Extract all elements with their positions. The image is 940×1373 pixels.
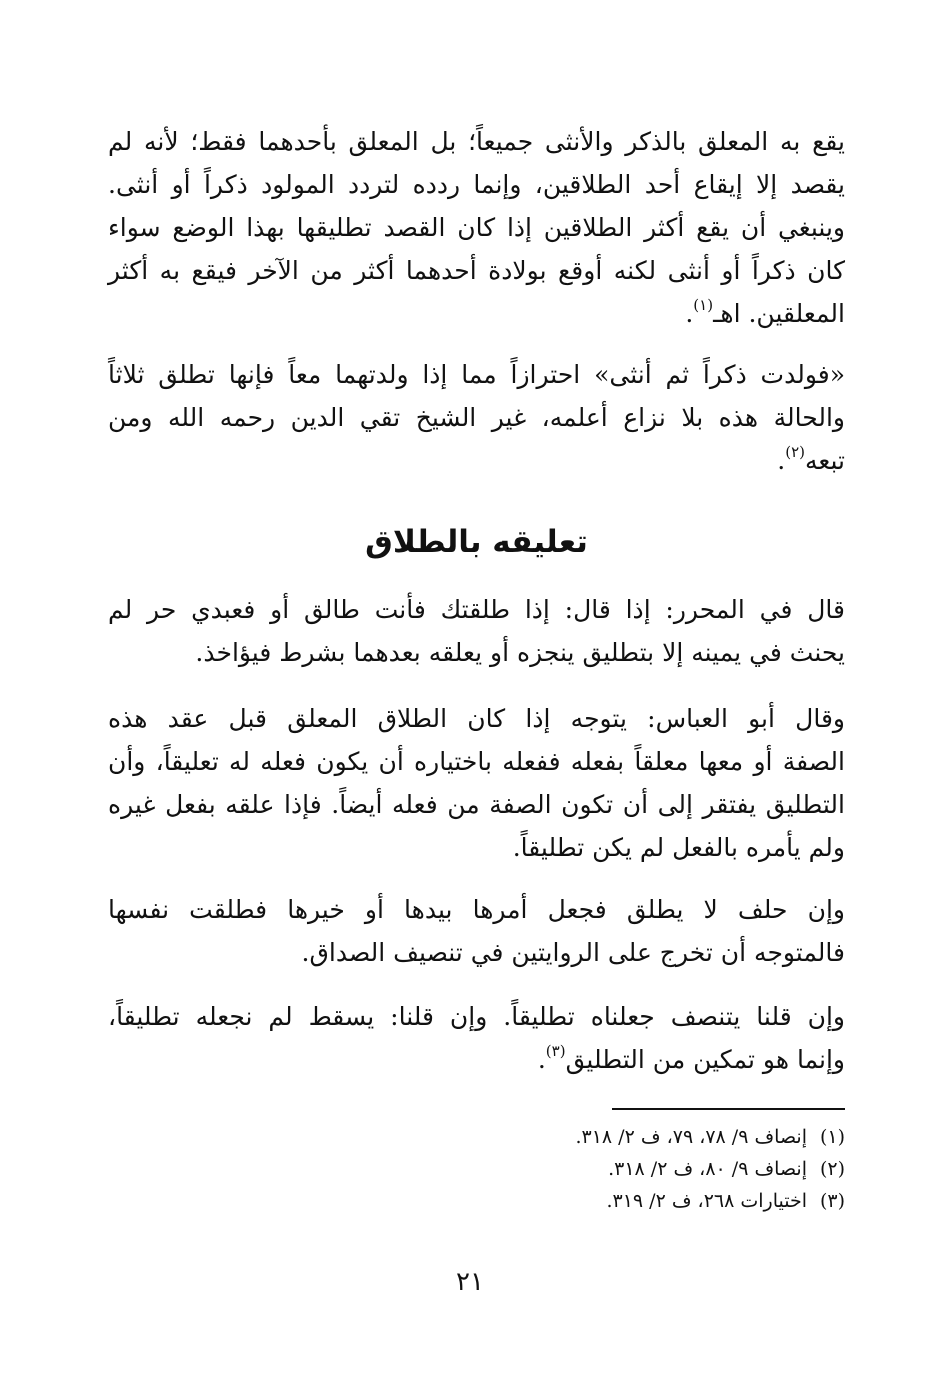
paragraph-3 [108, 588, 845, 674]
text-line: وإنما هو تمكين من التطليق [565, 1045, 845, 1074]
footnote-marker[interactable]: (٢) [785, 443, 806, 461]
footnote-item [108, 1185, 845, 1217]
footnote-text: إنصاف ٩/ ٧٨، ٧٩، ف ٢/ ٣١٨. [575, 1126, 807, 1148]
footnotes [108, 1121, 845, 1217]
footnote-item [108, 1153, 845, 1185]
text-line-last: ولم يأمره بالفعل لم يكن تطليقاً. [512, 833, 845, 862]
footnote-item [108, 1121, 845, 1153]
paragraph-5 [108, 888, 845, 974]
footnote-text: إنصاف ٩/ ٨٠، ف ٢/ ٣١٨. [608, 1158, 807, 1180]
text-line: وإن حلف لا يطلق فجعل أمرها بيدها أو خيرها فطلقت نفسها [108, 895, 845, 924]
footnote-divider [612, 1108, 845, 1110]
text-line: «فولدت ذكراً ثم أنثى» احترازاً مما إذا ولدتهما معاً فإنها تطلق ثلاثاً [108, 360, 845, 389]
text-line-last: فالمتوجه أن تخرج على الروايتين في تنصيف الصداق. [301, 938, 845, 967]
text-line: وقال أبو العباس: يتوجه إذا كان الطلاق المعلق قبل عقد هذه [108, 704, 845, 733]
paragraph-4 [108, 697, 845, 869]
sentence-end: . [537, 1045, 546, 1074]
paragraph-6 [108, 995, 845, 1081]
text-line: المعلقين. اهـ [713, 299, 845, 328]
text-line: قال في المحرر: إذا قال: إذا طلقتك فأنت طالق أو فعبدي حر لم [108, 595, 845, 624]
footnote-text: اختيارات ٢٦٨، ف ٢/ ٣١٩. [606, 1190, 807, 1212]
footnote-marker[interactable]: (١) [693, 296, 714, 314]
footnote-number: (٢) [819, 1158, 845, 1180]
text-line: يقصد إلا إيقاع أحد الطلاقين، وإنما ردده لتردد المولود ذكراً أو أنثى. [108, 170, 845, 199]
text-line: والحالة هذه بلا نزاع أعلمه، غير الشيخ تقي الدين رحمه الله ومن [108, 403, 845, 432]
text-line-last [108, 439, 845, 482]
sentence-end: . [685, 299, 694, 328]
text-line: وإن قلنا يتنصف جعلناه تطليقاً. وإن قلنا: يسقط لم نجعله تطليقاً، [108, 1002, 845, 1031]
footnote-number: (١) [819, 1126, 845, 1148]
text-line: يقع به المعلق بالذكر والأنثى جميعاً؛ بل المعلق بأحدهما فقط؛ لأنه لم [108, 127, 845, 156]
text-line: الصفة أو معها معلقاً بفعله ففعله باختياره أن يكون فعله له تعليقاً، وأن [108, 747, 845, 776]
section-heading: تعليقه بالطلاق [365, 524, 588, 560]
text-line: كان ذكراً أو أنثى لكنه أوقع بولادة أحدهما أكثر من الآخر فيقع به أكثر [108, 256, 845, 285]
page-number: ٢١ [456, 1267, 484, 1297]
text-line-last [108, 292, 845, 335]
footnote-number: (٣) [819, 1190, 845, 1212]
text-line-last: يحنث في يمينه إلا بتطليق ينجزه أو يعلقه بعدهما بشرط فيؤاخذ. [195, 638, 845, 667]
sentence-end: . [777, 446, 786, 475]
text-line-last [108, 1038, 845, 1081]
paragraph-2 [108, 353, 845, 482]
text-line: وينبغي أن يقع أكثر الطلاقين إذا كان القصد تطليقها بهذا الوضع سواء [108, 213, 845, 242]
text-line: التطليق يفتقر إلى أن تكون الصفة من فعله أيضاً. فإذا علقه بفعل غيره [108, 790, 845, 819]
text-line: تبعه [805, 446, 845, 475]
paragraph-1 [108, 120, 845, 335]
footnote-marker[interactable]: (٣) [545, 1042, 566, 1060]
